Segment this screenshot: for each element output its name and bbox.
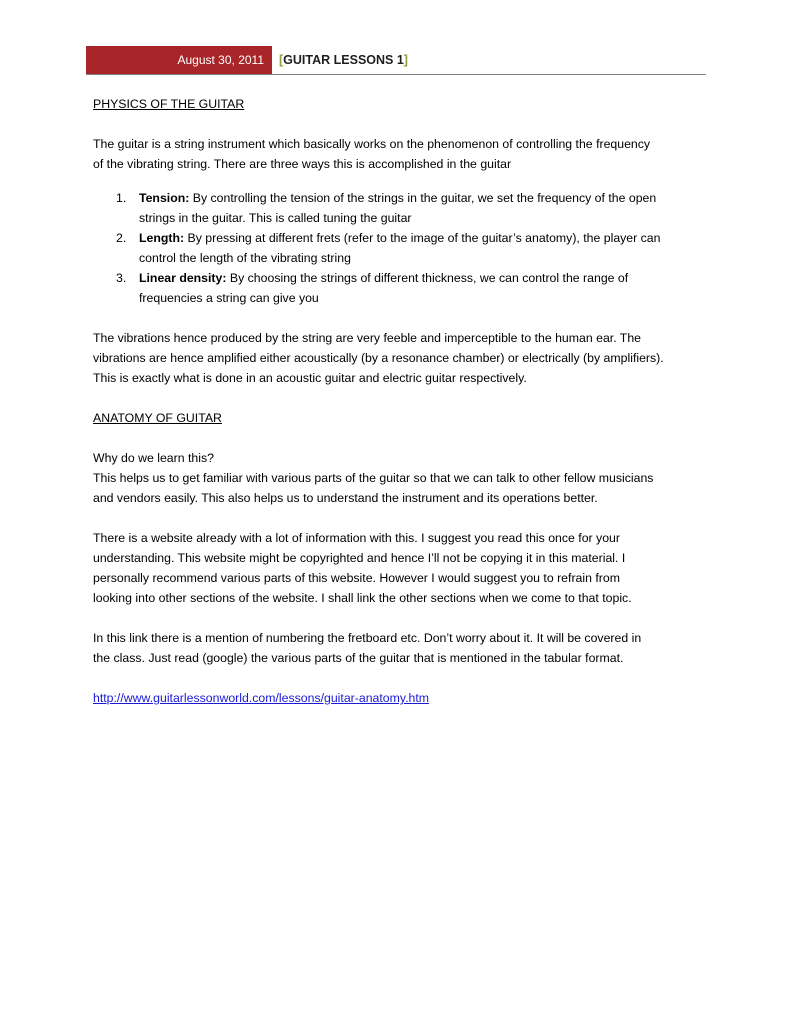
header-date: August 30, 2011 [86,46,272,74]
document-body [93,94,713,708]
physics-intro-line-2: of the vibrating string. There are three ways this is accomplished in the guitar [93,157,512,171]
why-learn-paragraph [93,448,713,508]
physics-heading: PHYSICS OF THE GUITAR [93,97,245,111]
vibrations-line-1: The vibrations hence produced by the string are very feeble and imperceptible to the human ear. The [93,331,641,345]
header-divider [86,74,706,75]
why-learn-line-1: This helps us to get familiar with various parts of the guitar so that we can talk to other fellow musicians [93,471,654,485]
fretboard-note-line-1: In this link there is a mention of numbering the fretboard etc. Don’t worry about it. It will be covered in [93,631,642,645]
list-item-text: control the length of the vibrating string [139,251,351,265]
frequency-control-list [93,188,713,308]
list-item-number: 1. [116,191,127,205]
vibrations-line-3: This is exactly what is done in an acoustic guitar and electric guitar respectively. [93,371,527,385]
list-item-term: Length: [139,231,185,245]
website-paragraph [93,528,713,608]
physics-intro-paragraph [93,134,713,174]
header-bracket-close: ] [403,53,408,67]
list-item-text: By choosing the strings of different thickness, we can control the range of [226,271,629,285]
list-item-text: strings in the guitar. This is called tuning the guitar [139,211,412,225]
link-paragraph [93,688,713,708]
why-learn-line-2: and vendors easily. This also helps us to understand the instrument and its operations better. [93,491,598,505]
list-item-text: frequencies a string can give you [139,291,319,305]
list-item-number: 2. [116,231,127,245]
header-title-group [279,46,408,74]
vibrations-paragraph [93,328,713,388]
website-line-3: personally recommend various parts of this website. However I would suggest you to refrain from [93,571,620,585]
list-item-text: By pressing at different frets (refer to the image of the guitar’s anatomy), the player can [184,231,661,245]
list-item-linear-density [93,268,713,308]
website-line-2: understanding. This website might be copyrighted and hence I’ll not be copying it in this material. I [93,551,626,565]
list-item-term: Linear density: [139,271,227,285]
fretboard-note-line-2: the class. Just read (google) the various parts of the guitar that is mentioned in the tabular format. [93,651,624,665]
list-item-number: 3. [116,271,127,285]
anatomy-heading: ANATOMY OF GUITAR [93,411,222,425]
fretboard-note-paragraph [93,628,713,668]
vibrations-line-2: vibrations are hence amplified either acoustically (by a resonance chamber) or electrically (by amplifiers). [93,351,664,365]
guitar-anatomy-link[interactable]: http://www.guitarlessonworld.com/lessons/guitar-anatomy.htm [93,691,430,705]
header-bracket-open: [ [279,53,284,67]
header-title: GUITAR LESSONS 1 [283,53,404,67]
list-item-text: By controlling the tension of the strings in the guitar, we set the frequency of the open [189,191,657,205]
website-line-1: There is a website already with a lot of information with this. I suggest you read this once for your [93,531,620,545]
website-line-4: looking into other sections of the website. I shall link the other sections when we come to that topic. [93,591,632,605]
page-header [86,46,706,76]
why-learn-question: Why do we learn this? [93,451,214,465]
list-item-tension [93,188,713,228]
list-item-length [93,228,713,268]
physics-intro-line-1: The guitar is a string instrument which basically works on the phenomenon of controlling the frequency [93,137,651,151]
list-item-term: Tension: [139,191,190,205]
